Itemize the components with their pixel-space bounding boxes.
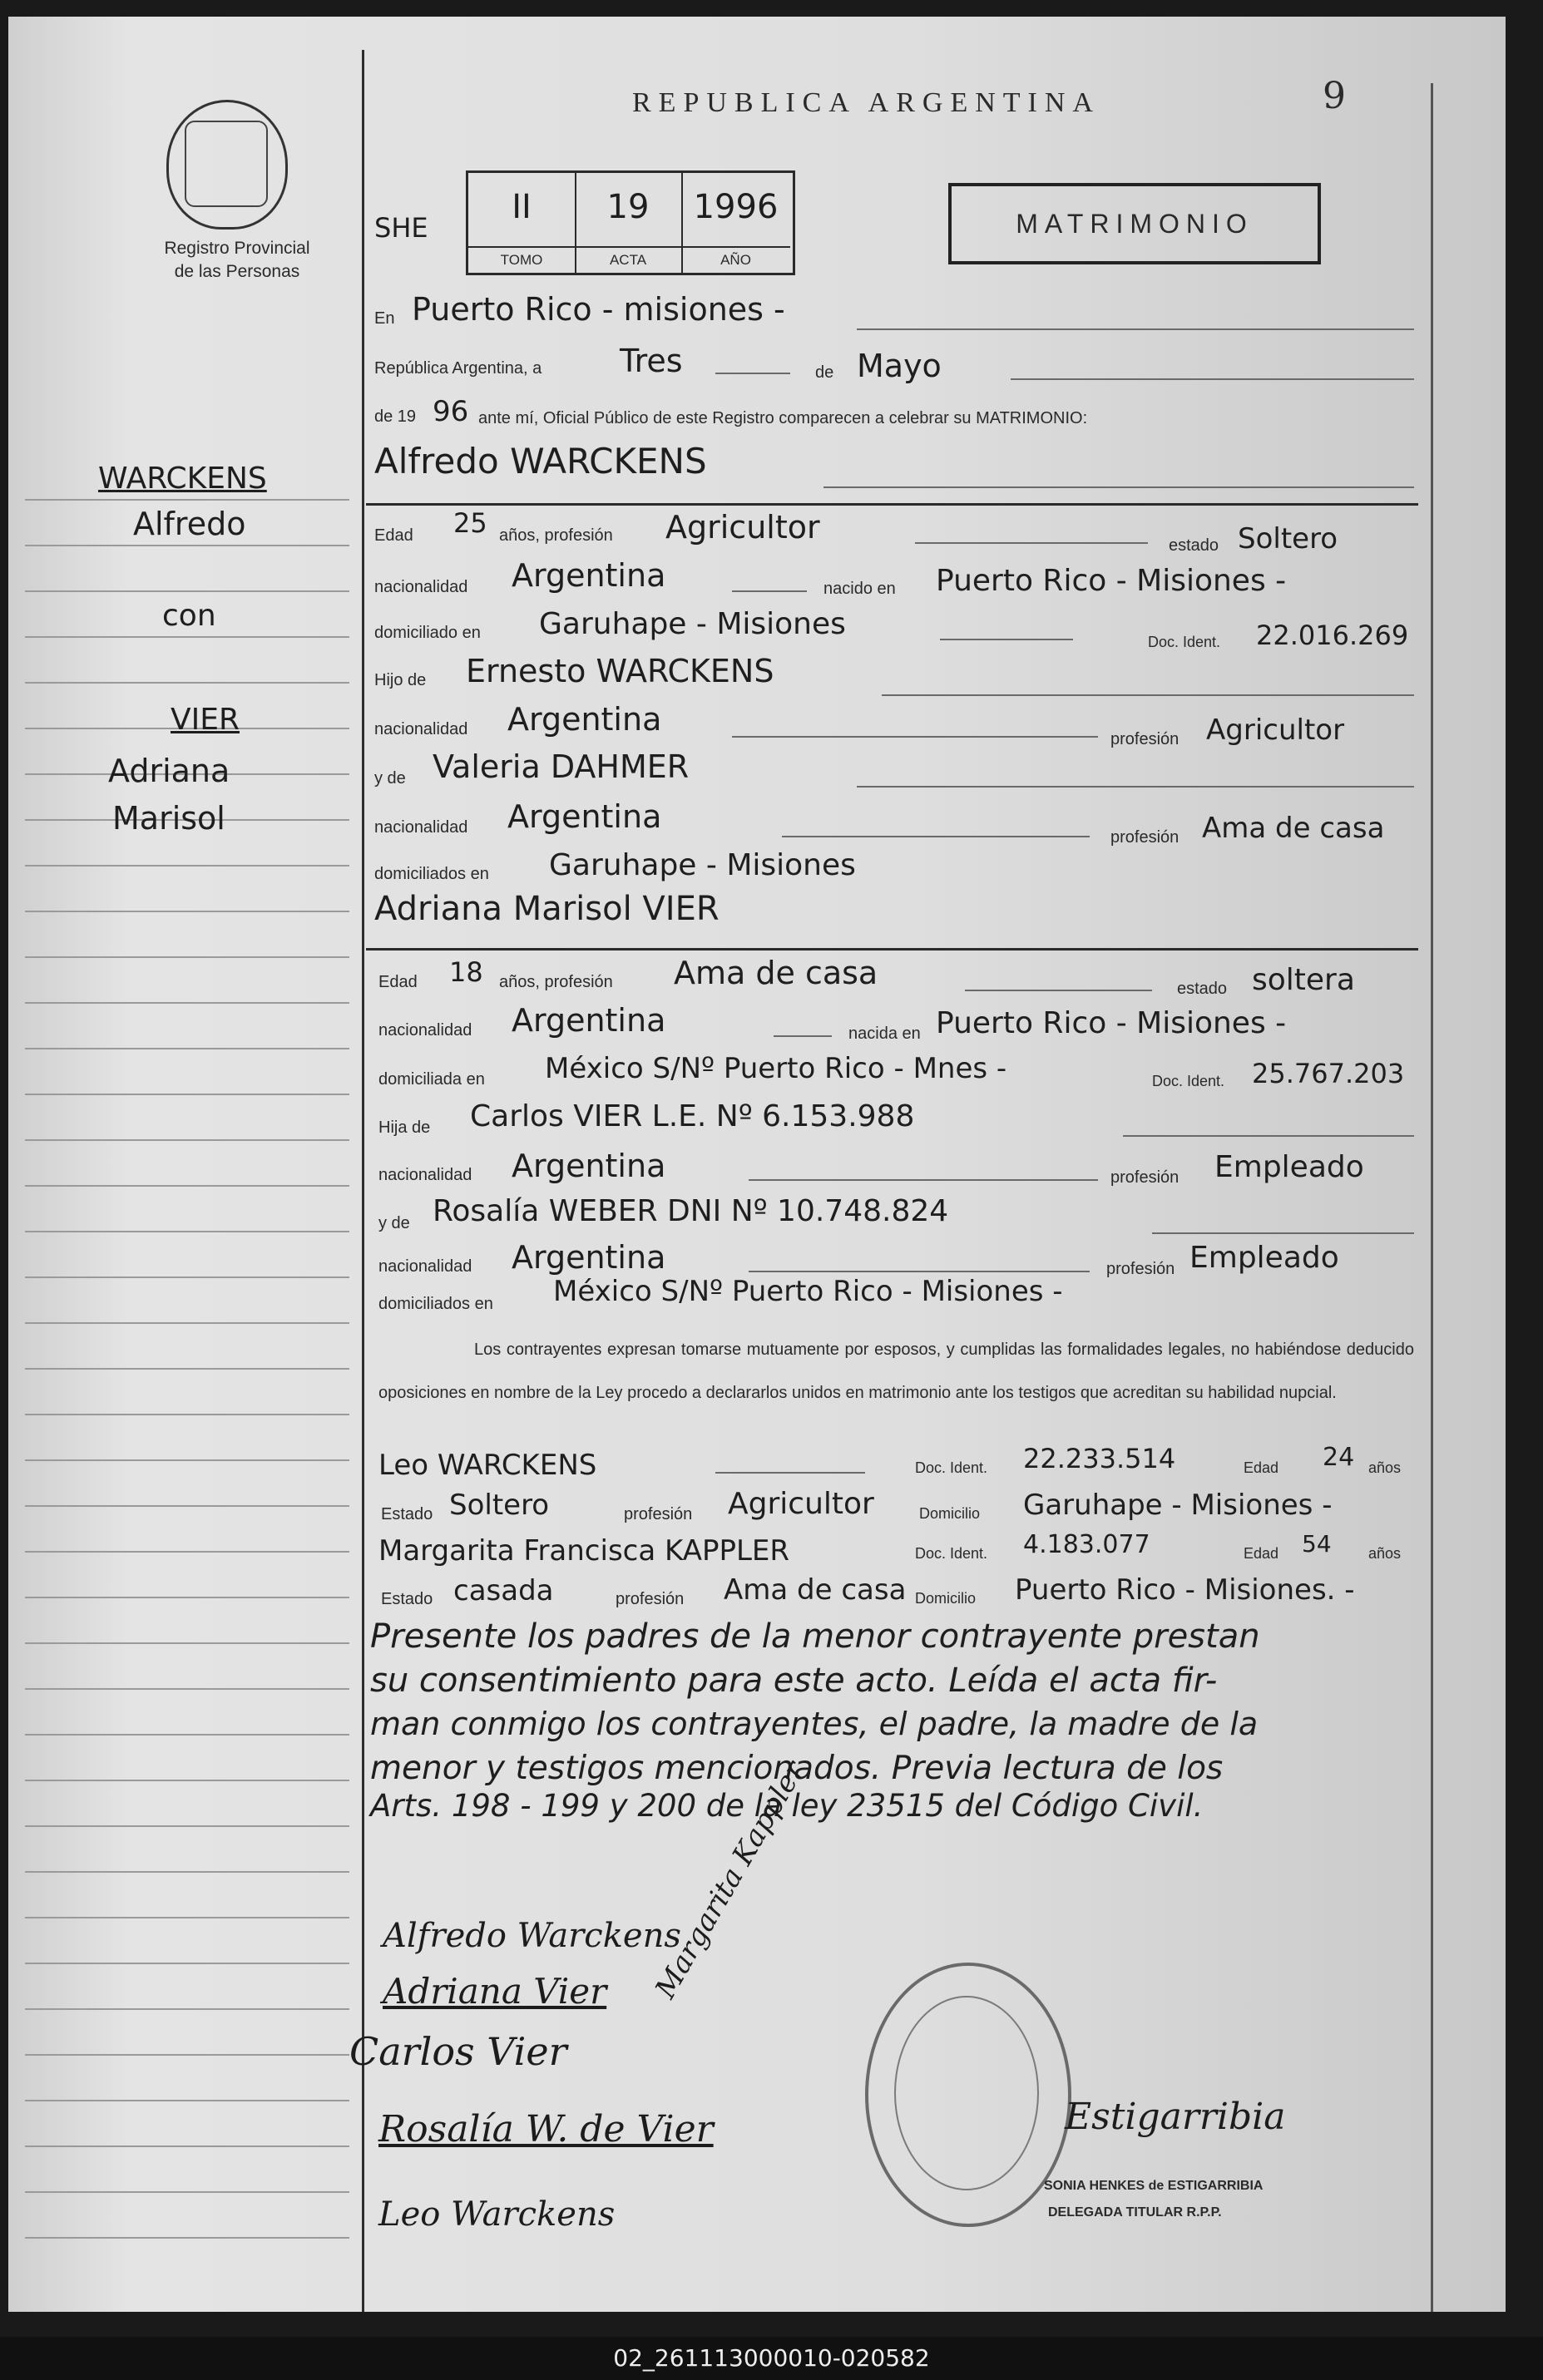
place: Puerto Rico - misiones - bbox=[412, 291, 785, 328]
witness1-dom-label: Domicilio bbox=[919, 1505, 981, 1522]
margin-bride-name-1: Adriana bbox=[108, 753, 230, 789]
acta-value: 19 bbox=[606, 188, 650, 226]
margin-divider bbox=[362, 50, 364, 2312]
witness1-age: 24 bbox=[1323, 1443, 1355, 1472]
groom-y-de-label: y de bbox=[374, 769, 406, 788]
bride-doc-label: Doc. Ident. bbox=[1152, 1073, 1225, 1089]
bride-nacida-label: nacida en bbox=[848, 1025, 921, 1043]
margin-groom-surname: WARCKENS bbox=[98, 462, 267, 496]
registry-name: Registro Provincial de las Personas bbox=[164, 239, 310, 281]
groom-mother: Valeria DAHMER bbox=[433, 748, 690, 785]
groom-father-prof: Agricultor bbox=[1206, 714, 1345, 747]
bride-father-prof: Empleado bbox=[1214, 1150, 1364, 1184]
groom-anos-profesion: años, profesión bbox=[499, 526, 613, 545]
page-title: REPUBLICA ARGENTINA bbox=[632, 87, 1100, 118]
groom-dom-label: domiciliado en bbox=[374, 624, 481, 642]
bride-father-nat-label: nacionalidad bbox=[378, 1166, 472, 1184]
footer-id: 02_261113000010-020582 bbox=[0, 2337, 1543, 2380]
groom-parents-dom-label: domiciliados en bbox=[374, 865, 489, 883]
declaration-text: Los contrayentes expresan tomarse mutuamente por esposos, y cumplidas las formalidades legales, no habiéndose deducido oposiciones en nombre de la Ley procedo a declararlos unidos en matrimonio ante los testigos que acreditan su habilidad nupcial. bbox=[378, 1341, 1414, 1402]
signature-groom: Alfredo Warckens bbox=[383, 1917, 681, 1955]
margin-bride-name-2: Marisol bbox=[112, 800, 225, 837]
bride-estado-label: estado bbox=[1177, 980, 1228, 998]
witness2-doc: 4.183.077 bbox=[1023, 1530, 1150, 1559]
de-label: de bbox=[815, 363, 834, 382]
groom-birthplace: Puerto Rico - Misiones - bbox=[936, 564, 1287, 598]
groom-parents-dom: Garuhape - Misiones bbox=[549, 848, 856, 882]
witness2-dom-label: Domicilio bbox=[915, 1590, 977, 1607]
witness2-prof-label: profesión bbox=[616, 1590, 685, 1608]
bride-edad-label: Edad bbox=[378, 973, 418, 991]
groom-father-nat-label: nacionalidad bbox=[374, 720, 468, 738]
witness2-prof: Ama de casa bbox=[724, 1573, 907, 1607]
witness2-estado: casada bbox=[453, 1574, 554, 1607]
signature-bride-father: Carlos Vier bbox=[349, 2029, 567, 2074]
groom-mother-prof-label: profesión bbox=[1110, 828, 1180, 847]
bride-dom-label: domiciliada en bbox=[378, 1070, 485, 1089]
acta-label: ACTA bbox=[575, 246, 681, 273]
bride-father-prof-label: profesión bbox=[1110, 1168, 1180, 1187]
bride-parents-dom-label: domiciliados en bbox=[378, 1295, 493, 1313]
type-box: MATRIMONIO bbox=[948, 183, 1321, 264]
groom-mother-prof: Ama de casa bbox=[1202, 812, 1385, 845]
bride-domicile: México S/Nº Puerto Rico - Mnes - bbox=[545, 1052, 1007, 1085]
bride-mother-prof-label: profesión bbox=[1106, 1260, 1175, 1278]
month: Mayo bbox=[857, 348, 942, 384]
groom-father: Ernesto WARCKENS bbox=[466, 653, 774, 689]
note-line-3: man conmigo los contrayentes, el padre, la madre de la bbox=[370, 1706, 1259, 1742]
year-value: 96 bbox=[433, 395, 469, 428]
bride-age: 18 bbox=[449, 956, 483, 988]
bride-mother: Rosalía WEBER DNI Nº 10.748.824 bbox=[433, 1194, 949, 1228]
year-label: de 19 bbox=[374, 407, 417, 426]
groom-hijo-label: Hijo de bbox=[374, 671, 427, 689]
margin-con: con bbox=[162, 599, 216, 633]
witness2-doc-label: Doc. Ident. bbox=[915, 1545, 988, 1562]
margin-bride-surname: VIER bbox=[171, 703, 240, 737]
bride-father: Carlos VIER L.E. Nº 6.153.988 bbox=[470, 1099, 915, 1133]
groom-estado: Soltero bbox=[1238, 522, 1338, 555]
bride-estado: soltera bbox=[1252, 963, 1355, 997]
acta-box bbox=[466, 170, 795, 275]
bride-anos-profesion: años, profesión bbox=[499, 973, 613, 991]
tomo-value: II bbox=[512, 188, 532, 226]
witness1-estado: Soltero bbox=[449, 1489, 550, 1522]
witness1-anos: años bbox=[1368, 1459, 1402, 1476]
witness1-name: Leo WARCKENS bbox=[378, 1449, 597, 1482]
margin-groom-name: Alfredo bbox=[133, 506, 246, 542]
groom-mother-nat: Argentina bbox=[507, 798, 662, 835]
bride-y-de-label: y de bbox=[378, 1214, 410, 1232]
bride-birthplace: Puerto Rico - Misiones - bbox=[936, 1006, 1287, 1040]
bride-mother-nat: Argentina bbox=[512, 1239, 666, 1276]
bride-nat-label: nacionalidad bbox=[378, 1021, 472, 1039]
witness1-dom: Garuhape - Misiones - bbox=[1023, 1489, 1333, 1522]
groom-doc: 22.016.269 bbox=[1256, 620, 1409, 651]
page-number: 9 bbox=[1323, 75, 1346, 117]
groom-edad-label: Edad bbox=[374, 526, 413, 545]
bride-father-nat: Argentina bbox=[512, 1148, 666, 1184]
ano-value: 1996 bbox=[693, 188, 779, 226]
witness2-age: 54 bbox=[1302, 1530, 1332, 1558]
groom-doc-label: Doc. Ident. bbox=[1148, 634, 1221, 650]
signature-official: Estigarribia bbox=[1065, 2096, 1286, 2138]
bride-parents-dom: México S/Nº Puerto Rico - Misiones - bbox=[553, 1275, 1063, 1308]
bride-full-name: Adriana Marisol VIER bbox=[374, 890, 720, 928]
bride-profession: Ama de casa bbox=[674, 955, 878, 991]
signature-bride: Adriana Vier bbox=[383, 1971, 607, 2012]
registry-seal-inner bbox=[185, 121, 268, 207]
bride-nationality: Argentina bbox=[512, 1002, 666, 1039]
she-code: SHE bbox=[374, 212, 428, 244]
witness1-estado-label: Estado bbox=[381, 1505, 433, 1523]
groom-nationality: Argentina bbox=[512, 557, 666, 594]
en-label: En bbox=[374, 309, 395, 328]
groom-nat-label: nacionalidad bbox=[374, 578, 468, 596]
groom-nacido-label: nacido en bbox=[823, 580, 896, 598]
groom-father-nat: Argentina bbox=[507, 701, 662, 738]
witness2-estado-label: Estado bbox=[381, 1590, 433, 1608]
signature-witness1: Leo Warckens bbox=[378, 2195, 616, 2234]
groom-age: 25 bbox=[453, 507, 487, 539]
official-stamp-title: DELEGADA TITULAR R.P.P. bbox=[1048, 2205, 1222, 2220]
bride-doc: 25.767.203 bbox=[1252, 1058, 1405, 1089]
note-line-5: Arts. 198 - 199 y 200 de la ley 23515 del Código Civil. bbox=[370, 1788, 1204, 1824]
signature-witness2: Margarita Kappler bbox=[649, 1755, 812, 2004]
witness1-prof: Agricultor bbox=[728, 1487, 874, 1521]
note-line-2: su consentimiento para este acto. Leída el acta fir- bbox=[370, 1662, 1218, 1700]
signature-bride-mother: Rosalía W. de Vier bbox=[378, 2108, 714, 2150]
tomo-label: TOMO bbox=[468, 246, 575, 273]
note-line-4: menor y testigos mencionados. Previa lectura de los bbox=[370, 1750, 1224, 1787]
witness1-doc: 22.233.514 bbox=[1023, 1443, 1176, 1474]
bride-mother-nat-label: nacionalidad bbox=[378, 1257, 472, 1276]
groom-domicile: Garuhape - Misiones bbox=[539, 607, 846, 641]
witness1-doc-label: Doc. Ident. bbox=[915, 1459, 988, 1476]
witness1-edad-label: Edad bbox=[1244, 1459, 1279, 1476]
witness2-anos: años bbox=[1368, 1545, 1402, 1562]
note-line-1: Presente los padres de la menor contrayente prestan bbox=[370, 1617, 1260, 1656]
witness2-dom: Puerto Rico - Misiones. - bbox=[1015, 1573, 1355, 1607]
groom-estado-label: estado bbox=[1169, 536, 1219, 555]
republica-label: República Argentina, a bbox=[374, 359, 542, 378]
day: Tres bbox=[620, 343, 683, 379]
witness2-name: Margarita Francisca KAPPLER bbox=[378, 1534, 790, 1568]
bride-mother-prof: Empleado bbox=[1189, 1241, 1339, 1275]
right-edge bbox=[1431, 83, 1433, 2312]
witness2-edad-label: Edad bbox=[1244, 1545, 1279, 1562]
groom-mother-nat-label: nacionalidad bbox=[374, 818, 468, 837]
official-stamp-name: SONIA HENKES de ESTIGARRIBIA bbox=[1044, 2179, 1264, 2193]
groom-profession: Agricultor bbox=[665, 509, 820, 546]
ano-label: AÑO bbox=[681, 246, 790, 273]
bride-hija-label: Hija de bbox=[378, 1118, 431, 1137]
groom-full-name: Alfredo WARCKENS bbox=[374, 441, 707, 481]
intro-statement: ante mí, Oficial Público de este Registro comparecen a celebrar su MATRIMONIO: bbox=[478, 409, 1088, 427]
official-seal-inner bbox=[894, 1996, 1039, 2190]
witness1-prof-label: profesión bbox=[624, 1505, 693, 1523]
groom-father-prof-label: profesión bbox=[1110, 730, 1180, 748]
